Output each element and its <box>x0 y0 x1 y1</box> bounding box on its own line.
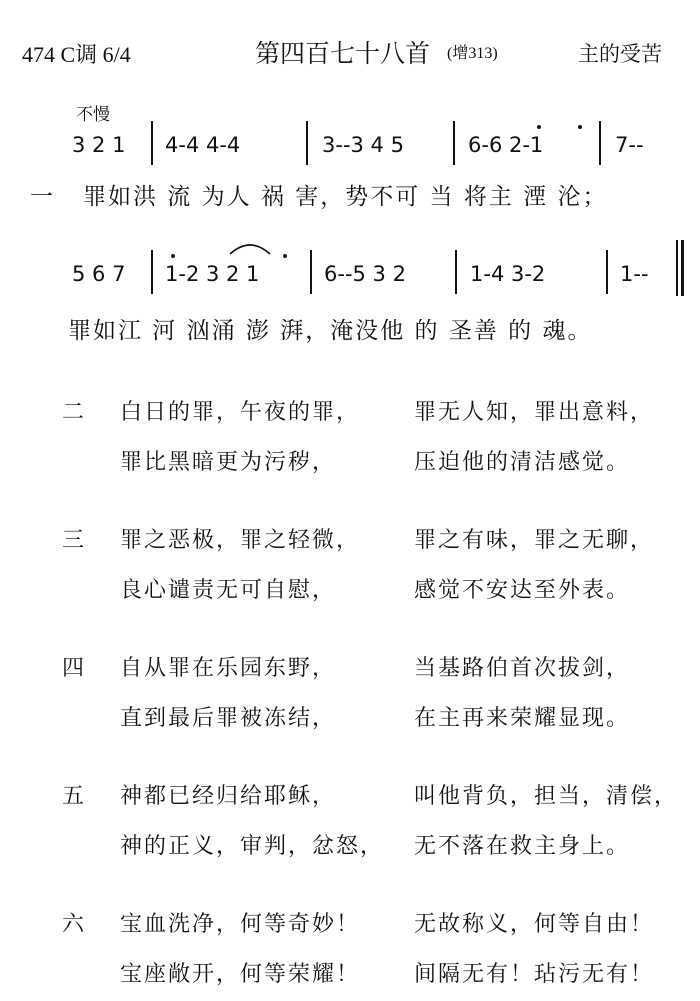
octave-dot <box>171 254 175 258</box>
barline <box>676 240 678 296</box>
hymn-title: 第四百七十八首 <box>255 39 431 68</box>
verse-line: 罪无人知，罪出意料， <box>414 400 655 425</box>
measure: 6-6 2-1 <box>468 133 544 157</box>
barline <box>606 250 608 294</box>
verse-number: 四 <box>62 656 85 681</box>
lyric-text: 罪如洪 流 为人 祸 害，势不可 当 将主 湮 沦； <box>83 184 608 210</box>
verse-line: 直到最后罪被冻结， <box>120 706 337 731</box>
hymn-reference: (增313) <box>447 45 498 62</box>
barline <box>599 121 601 165</box>
barline <box>455 250 457 294</box>
measure-pickup: 3 2 1 <box>72 133 126 157</box>
verse-line: 宝血洗净，何等奇妙！ <box>120 912 361 937</box>
hymn-theme: 主的受苦 <box>578 42 662 66</box>
verse-line: 罪之有味，罪之无聊， <box>414 528 655 553</box>
verse-line: 自从罪在乐园东野， <box>120 656 337 681</box>
verse-number: 二 <box>62 400 85 425</box>
hymn-number-key: 474 C调 6/4 <box>22 42 131 67</box>
slur-icon <box>228 240 272 256</box>
barline <box>151 250 153 294</box>
verse-line: 在主再来荣耀显现。 <box>414 706 631 731</box>
verse-line: 罪比黑暗更为污秽， <box>120 450 337 475</box>
octave-dot <box>537 125 541 129</box>
measure: 3--3 4 5 <box>322 133 404 157</box>
measure: 6--5 3 2 <box>324 262 406 286</box>
verse-line: 宝座敞开，何等荣耀！ <box>120 962 361 987</box>
barline <box>310 250 312 294</box>
verse-line: 神都已经归给耶稣， <box>120 784 337 809</box>
verse-line: 良心谴责无可自慰， <box>120 578 337 603</box>
verse-line: 罪之恶极，罪之轻微， <box>120 528 361 553</box>
verse-line: 无故称义，何等自由！ <box>414 912 655 937</box>
octave-dot <box>283 254 287 258</box>
measure: 4-4 4-4 <box>165 133 241 157</box>
verse-line: 神的正义，审判，忿怒， <box>120 834 385 859</box>
measure-pickup: 5 6 7 <box>72 262 126 286</box>
verse-line: 无不落在救主身上。 <box>414 834 631 859</box>
final-barline <box>681 240 684 296</box>
verse-number: 五 <box>62 784 85 809</box>
verse-line: 白日的罪，午夜的罪， <box>120 400 361 425</box>
verse-line: 压迫他的清洁感觉。 <box>414 450 631 475</box>
verse-line: 间隔无有！玷污无有！ <box>414 962 655 987</box>
verse-number: 六 <box>62 912 85 937</box>
verse-one-line-two: 罪如江 河 汹涌 澎 湃，淹没他 的 圣善 的 魂。 <box>68 318 593 344</box>
barline <box>306 121 308 165</box>
verse-one-line-one <box>30 178 608 211</box>
verse-line: 感觉不安达至外表。 <box>414 578 631 603</box>
octave-dot <box>578 125 582 129</box>
verse-line: 当基路伯首次拔剑， <box>414 656 631 681</box>
verse-number: 一 <box>30 184 55 210</box>
measure: 7-- <box>615 133 644 157</box>
verse-line: 叫他背负，担当，清偿， <box>414 784 679 809</box>
measure: 1-2 3 2 1 <box>165 262 260 286</box>
verse-number: 三 <box>62 528 85 553</box>
barline <box>453 121 455 165</box>
measure: 1-- <box>620 262 649 286</box>
measure: 1-4 3-2 <box>470 262 546 286</box>
tempo-marking: 不慢 <box>76 105 110 125</box>
barline <box>151 121 153 165</box>
